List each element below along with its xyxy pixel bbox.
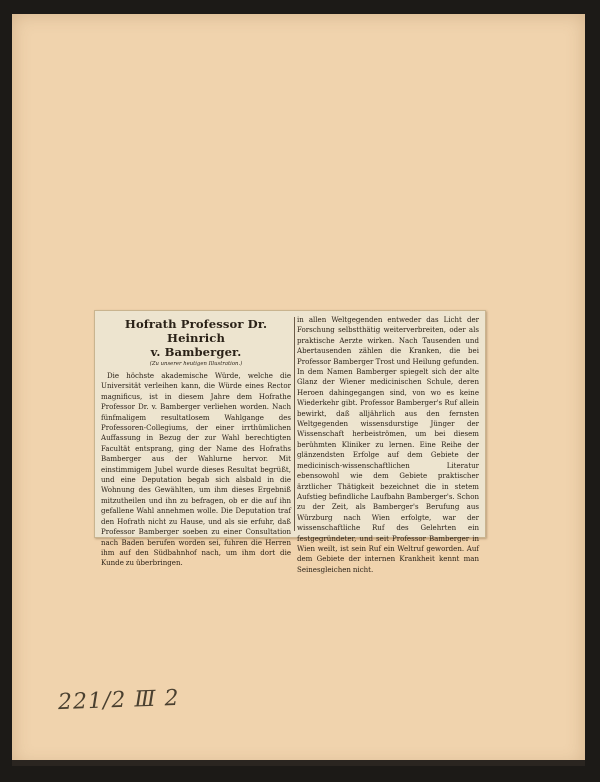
article-subtitle: (Zu unserer heutigen Illustration.) [149,361,243,367]
column-divider [294,317,295,531]
newspaper-clipping [94,310,486,574]
article-title [101,317,291,359]
clipping-left-column [101,315,291,568]
paper-sheet [12,14,585,766]
clipping-right-column [297,315,479,574]
left-column-text: Die höchste akademische Würde, welche die Universität verleihen kann, die Würde eines Rector magnificus, ist in diesem Jahre dem Hofrathe Professor Dr. v. Bamberger verliehen worden. Nach fünfmaligem resultatlosem Wahlgange des Professoren-Collegiums, der einer irrthümlichen Auffassung in Bezug der zur Wahl berechtigten Facultät entsprang, ging der Name des Hofraths Bamberger aus der Wahlurne hervor. Mit einstimmigem Jubel wurde dieses Resultat begrüßt, und eine Deputation begab sich alsbald in die Wohnung des Gewählten, um ihm dieses Ergebniß mitzutheilen und ihn zu befragen, ob er die auf ihn gefallene Wahl annehmen wolle. Die Deputation traf den Hofrath nicht zu Hause, und als sie erfuhr, daß Professor Bamberger soeben zu einer Consultation nach Baden berufen worden sei, fuhren die Herren ihm auf den Südbahnhof nach, um ihm dort die Kunde zu überbringen. [101,371,291,568]
right-column-text: in allen Weltgegenden entweder das Licht der Forschung selbstthätig weiterverbreiten, oder als praktische Aerzte wirken. Nach Tausenden und Abertausenden zählen die Kranken, die bei Professor Bamberger Trost und Heilung gefunden. In dem Namen Bamberger spiegelt sich der alte Glanz der Wiener medicinischen Schule, deren Heroen dahingegangen sind, von wo es keine Wiederkehr gibt. Professor Bamberger's Ruf allein bewirkt, daß alljährlich aus den fernsten Weltgegenden wissensdurstige Jünger der Wissenschaft herbeiströmen, um bei diesem berühmten Kliniker zu lernen. Eine Reihe der glänzendsten Erfolge auf dem Gebiete der medicinisch-wissenschaftlichen Literatur ebensowohl wie dem Gebiete praktischer ärztlicher Thätigkeit bezeichnet die in stetem Aufstieg befindliche Laufbahn Bamberger's. Schon zu der Zeit, als Bamberger's Berufung aus Würzburg nach Wien erfolgte, war der wissenschaftliche Ruf des Gelehrten ein festgegründeter, und seit Professor Bamberger in Wien weilt, ist sein Ruf ein Weltruf geworden. Auf dem Gebiete der internen Krankheit kennt man Seinesgleichen nicht. [297,315,479,574]
article-title-line-1: Hofrath Professor Dr. Heinrich [124,317,268,345]
handwritten-archive-number: 221/2 Ⅲ 2 [57,685,181,716]
article-title-line-2: v. Bamberger. [150,345,242,359]
